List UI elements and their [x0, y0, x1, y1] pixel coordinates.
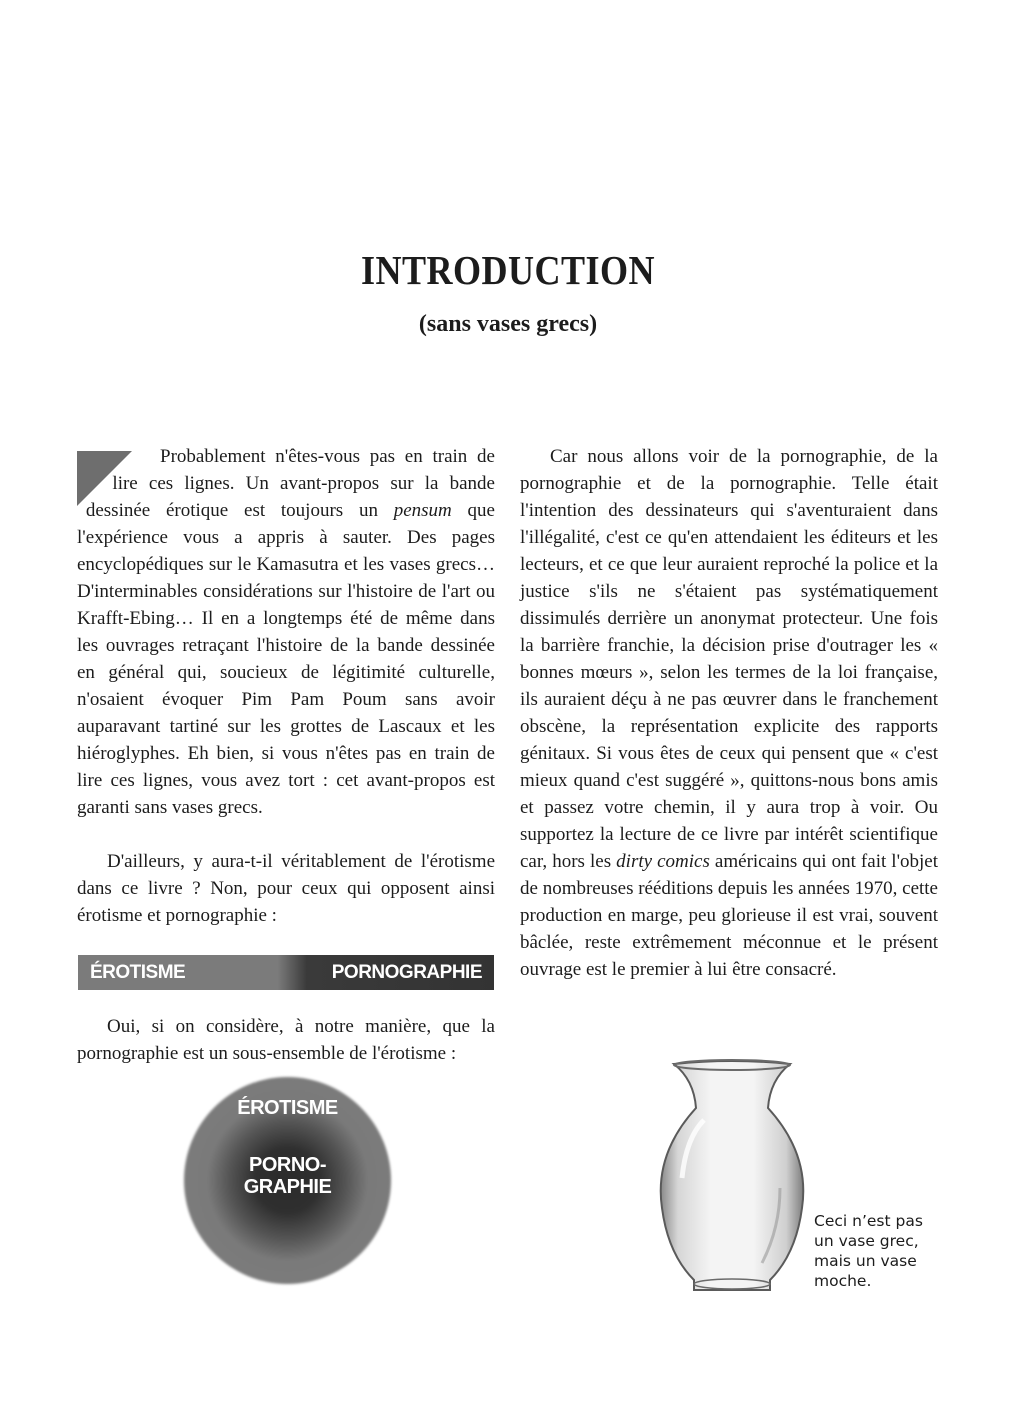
left-column	[77, 443, 495, 929]
page-title: INTRODUCTION	[361, 247, 655, 293]
intro-paragraph-1: Probablement n'êtes-vous pas en train de lire ces lignes. Un avant-propos sur la bande dessinée érotique est toujours un pensum que l'expérience vous a appris à sauter. Des pages encyclopédiques sur le Kamasutra et les vases grecs… D'interminables considérations sur l'histoire de l'art ou Krafft-Ebing… Il en a longtemps été de même dans les ouvrages retraçant l'histoire de la bande dessinée en général qui, soucieux de légitimité culturelle, n'osaient évoquer Pim Pam Poum sans avoir auparavant tartiné sur les grottes de Lascaux et les hiéroglyphes. Eh bien, si vous n'êtes pas en train de lire ces lignes, vous avez tort : cet avant-propos est garanti sans vases grecs.	[77, 446, 495, 818]
page-subtitle: (sans vases grecs)	[418, 311, 598, 337]
bar-left-label: ÉROTISME	[90, 961, 186, 983]
vase-caption: Ceci n’est pas un vase grec, mais un vase moche.	[814, 1212, 923, 1290]
emphasis-pensum: pensum	[393, 500, 452, 521]
circle-outer-label: ÉROTISME	[237, 1097, 338, 1119]
intro-paragraph-4: Car nous allons voir de la pornographie, de la pornographie et de la pornographie. Telle était l'intention des dessinateurs qui s'aventuraient dans l'illégalité, c'est ce qu'en attendaient les éditeurs et les lecteurs, et ce que leur auraient reproché la police et la justice s'ils ne s'étaient pas systématiquement dissimulés derrière un anonymat protecteur. Une fois la barrière franchie, la décision prise d'outrager les « bonnes mœurs », selon les termes de la loi française, ils auraient déçu à ne pas œuvrer dans le franchement obscène, la représentation explicite des rapports génitaux. Si vous êtes de ceux qui pensent que « c'est mieux quand c'est suggéré », quittons-nous bons amis et passez votre chemin, il y aura trop à voir. Ou supportez la lecture de ce livre par intérêt scientifique car, hors les dirty comics américains qui ont fait l'objet de nombreuses rééditions depuis les années 1970, cette production en marge, peu glorieuse il est vrai, souvent bâclée, reste extrêmement méconnue et le présent ouvrage est le premier à lui être consacré.	[520, 446, 938, 980]
emphasis-dirty-comics: dirty comics	[616, 851, 710, 872]
vase-image	[652, 1058, 812, 1294]
right-column	[520, 443, 938, 983]
intro-paragraph-3: Oui, si on considère, à notre manière, que la pornographie est un sous-ensemble de l'érotisme :	[77, 1016, 495, 1064]
bar-right-label: PORNOGRAPHIE	[331, 961, 482, 983]
circle-inner-label: PORNO- GRAPHIE	[243, 1154, 332, 1198]
intro-paragraph-2: D'ailleurs, y aura-t-il véritablement de l'érotisme dans ce livre ? Non, pour ceux qui opposent ainsi érotisme et pornographie :	[77, 851, 495, 926]
erotism-pornography-bar	[78, 955, 494, 990]
